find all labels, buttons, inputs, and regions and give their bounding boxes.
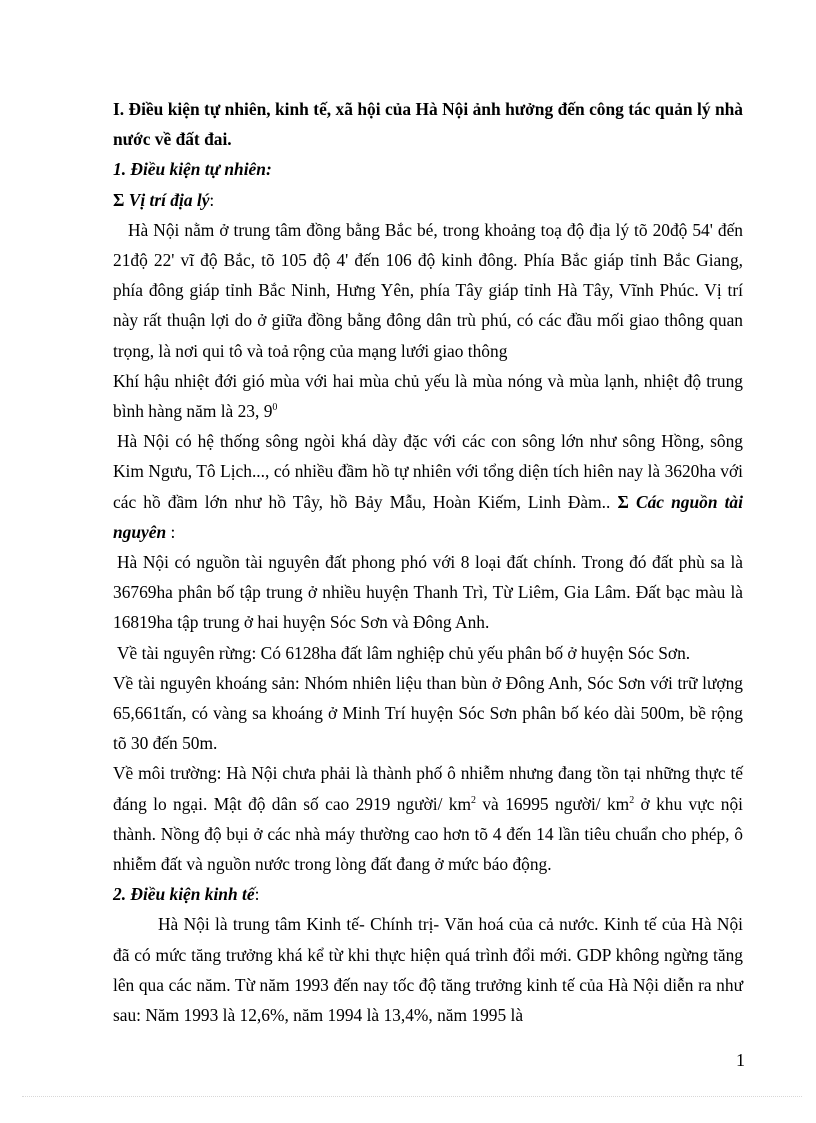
superscript-2b: 2 xyxy=(629,794,635,806)
page-number: 1 xyxy=(736,1050,745,1070)
subheading-resources-colon: : xyxy=(166,521,176,542)
paragraph-environment: Về môi trường: Hà Nội chưa phải là thành phố ô nhiễm nhưng đang tồn tại những thực tế đáng lo ngại. Mật độ dân số cao 2919 người/ $km^2$ và 16995 người/ $km^2$ ở khu vực nội thành. Nồng độ bụi ở các nhà máy thường cao hơn tõ 4 đến 14 lần tiêu chuẩn cho phép, ô nhiễm đất và nguồn nước trong lòng đất đang ở mức báo động. xyxy=(113,763,743,875)
section2-title-colon: : xyxy=(254,884,260,905)
bullet-sigma: Σ xyxy=(113,189,125,210)
bullet-sigma-2: Σ xyxy=(617,491,629,512)
paragraph-location: Hà Nội nằm ở trung tâm đồng bằng Bắc bé, trong khoảng toạ độ địa lý tõ 20độ 54' đến 21độ 22' vĩ độ Bắc, tõ 105 độ 4' đến 106 độ kinh đông. Phía Bắc giáp tỉnh Bắc Giang, phía đông giáp tỉnh Bắc Ninh, Hưng Yên, phía Tây giáp tỉnh Hà Tây, Vĩnh Phúc. Vị trí này rất thuận lợi do ở giữa đồng bằng đông dân trù phú, có các đầu mối giao thông quan trọng, là nơi qui tô và toả rộng của mạng lưới giao thông xyxy=(113,219,743,361)
paragraph-climate xyxy=(113,366,743,426)
paragraph-rivers xyxy=(113,426,743,547)
paragraph-forest: Về tài nguyên rừng: Có 6128ha đất lâm nghiệp chủ yếu phân bố ở huyện Sóc Sơn. xyxy=(117,642,691,663)
superscript-2: 2 xyxy=(470,794,476,806)
section2-title-label: 2. Điều kiện kinh tế xyxy=(113,884,255,905)
section1-title: 1. Điều kiện tự nhiên: xyxy=(113,159,272,180)
page-content xyxy=(113,94,743,1030)
rivers-text: Hà Nội có hệ thống sông ngòi khá dày đặc với các con sông lớn như sông Hồng, sông Kim Ngưu, Tô Lịch..., có nhiều đầm hồ tự nhiên với tổng diện tích hiên nay là 3620ha với các hồ đầm lớn như hồ Tây, hồ Bảy Mẫu, Hoàn Kiếm, Linh Đàm.. xyxy=(113,431,743,512)
section2-title xyxy=(113,879,743,909)
footer-divider xyxy=(22,1096,802,1097)
subheading-location-label: Vị trí địa lý xyxy=(128,189,210,210)
paragraph-minerals: Về tài nguyên khoáng sản: Nhóm nhiên liệu than bùn ở Đông Anh, Sóc Sơn với trữ lượng 65,661tấn, có vàng sa khoáng ở Minh Trí huyện Sóc Sơn phân bố kéo dài 500m, bề rộng tõ 30 đến 50m. xyxy=(113,672,743,754)
subheading-resources-label: Các nguồn tài nguyên xyxy=(113,491,743,542)
degree-superscript: 0 xyxy=(272,402,278,414)
subheading-location xyxy=(113,185,743,215)
main-heading: I. Điều kiện tự nhiên, kinh tế, xã hội của Hà Nội ảnh hưởng đến công tác quản lý nhà nước về đất đai. xyxy=(113,99,743,150)
paragraph-land: Hà Nội có nguồn tài nguyên đất phong phó với 8 loại đất chính. Trong đó đất phù sa là 36769ha phân bố tập trung ở nhiều huyện Thanh Trì, Từ Liêm, Gia Lâm. Đất bạc màu là 16819ha tập trung ở hai huyện Sóc Sơn và Đông Anh. xyxy=(113,552,743,633)
climate-text: Khí hậu nhiệt đới gió mùa với hai mùa chủ yếu là mùa nóng và mùa lạnh, nhiệt độ trung bình hàng năm là 23, 9 xyxy=(113,370,743,422)
paragraph-economy: Hà Nội là trung tâm Kinh tế- Chính trị- Văn hoá của cả nước. Kinh tế của Hà Nội đã có mức tăng trưởng khá kể từ khi thực hiện quá trình đổi mới. GDP không ngừng tăng lên qua các năm. Từ năm 1993 đến nay tốc độ tăng trưởng kinh tế của Hà Nội diễn ra như sau: Năm 1993 là 12,6%, năm 1994 là 13,4%, năm 1995 là xyxy=(113,914,743,1026)
subheading-location-colon: : xyxy=(209,189,215,210)
